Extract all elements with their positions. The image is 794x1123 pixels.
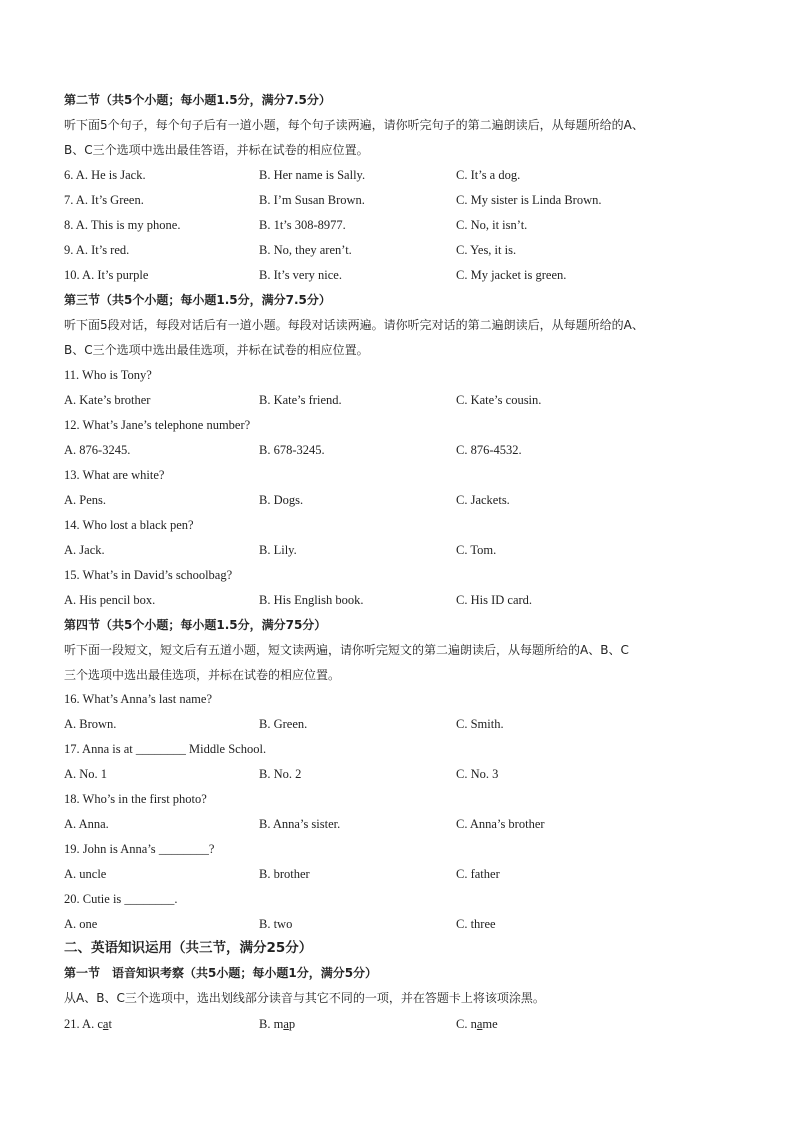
section-2-title: 第二节（共5个小题；每小题1.5分，满分7.5分）	[64, 93, 331, 107]
q18-option-c: C. Anna’s brother	[456, 817, 545, 831]
q21-b-underlined: a	[283, 1017, 289, 1031]
q12-option-c: C. 876-4532.	[456, 443, 522, 457]
q16-option-a: A. Brown.	[64, 717, 117, 731]
q7-option-a: 7. A. It’s Green.	[64, 193, 144, 207]
section-3-instruction-line-1: 听下面5段对话，每段对话后有一道小题。每段对话读两遍。请你听完对话的第二遍朗读后，从每题所给的A、	[64, 318, 644, 332]
q10-option-b: B. It’s very nice.	[259, 268, 342, 282]
question-13-stem: 13. What are white?	[64, 468, 165, 482]
q15-option-b: B. His English book.	[259, 593, 364, 607]
q17-stem-prefix: 17. Anna is at	[64, 742, 136, 756]
q21-c-underlined: a	[476, 1017, 483, 1031]
question-18-stem: 18. Who’s in the first photo?	[64, 792, 207, 806]
section-2-instruction-line-2: B、C三个选项中选出最佳答语，并标在试卷的相应位置。	[64, 143, 369, 157]
q11-option-c: C. Kate’s cousin.	[456, 393, 542, 407]
q21-b-suffix: p	[288, 1017, 296, 1031]
q19-blank: ________	[158, 842, 209, 856]
part-2-title: 二、英语知识运用（共三节，满分25分）	[64, 940, 313, 956]
q7-option-c: C. My sister is Linda Brown.	[456, 193, 602, 207]
q17-option-c: C. No. 3	[456, 767, 499, 781]
question-16-stem: 16. What’s Anna’s last name?	[64, 692, 213, 706]
q21-a-suffix: t	[108, 1017, 112, 1031]
question-17-stem	[64, 741, 266, 757]
section-3-instruction-line-2: B、C三个选项中选出最佳选项，并标在试卷的相应位置。	[64, 343, 369, 357]
q13-option-b: B. Dogs.	[259, 493, 304, 507]
q18-option-b: B. Anna’s sister.	[259, 817, 341, 831]
section-2-instruction-line-1: 听下面5个句子，每个句子后有一道小题，每个句子读两遍，请你听完句子的第二遍朗读后，从每题所给的A、	[64, 118, 644, 132]
q8-option-c: C. No, it isn’t.	[456, 218, 528, 232]
q20-blank: ________	[124, 892, 175, 906]
question-12-stem: 12. What’s Jane’s telephone number?	[64, 418, 251, 432]
q14-option-a: A. Jack.	[64, 543, 105, 557]
q15-option-c: C. His ID card.	[456, 593, 533, 607]
q19-stem-suffix: ?	[208, 842, 215, 856]
q6-option-b: B. Her name is Sally.	[259, 168, 366, 182]
q11-option-a: A. Kate’s brother	[64, 393, 151, 407]
q8-option-a: 8. A. This is my phone.	[64, 218, 181, 232]
q12-option-b: B. 678-3245.	[259, 443, 325, 457]
q16-option-b: B. Green.	[259, 717, 308, 731]
section-3-title: 第三节（共5个小题；每小题1.5分，满分7.5分）	[64, 293, 331, 307]
section-4-instruction-line-1: 听下面一段短文，短文后有五道小题，短文读两遍，请你听完短文的第二遍朗读后，从每题所给的A、B、C	[64, 643, 629, 657]
q17-stem-suffix: Middle School.	[185, 742, 267, 756]
q8-option-b: B. 1t’s 308-8977.	[259, 218, 346, 232]
q9-option-a: 9. A. It’s red.	[64, 243, 130, 257]
section-4-instruction-line-2: 三个选项中选出最佳选项，并标在试卷的相应位置。	[64, 668, 341, 682]
part-2-section-1-title: 第一节 语音知识考察（共5小题；每小题1分，满分5分）	[64, 966, 378, 980]
question-15-stem: 15. What’s in David’s schoolbag?	[64, 568, 233, 582]
q19-stem-prefix: 19. John is Anna’s	[64, 842, 159, 856]
question-11-stem: 11. Who is Tony?	[64, 368, 152, 382]
q9-option-b: B. No, they aren’t.	[259, 243, 352, 257]
q6-option-a: 6. A. He is Jack.	[64, 168, 146, 182]
q18-option-a: A. Anna.	[64, 817, 109, 831]
q20-stem-suffix: .	[174, 892, 178, 906]
q7-option-b: B. I’m Susan Brown.	[259, 193, 365, 207]
q14-option-c: C. Tom.	[456, 543, 497, 557]
section-4-title: 第四节（共5个小题；每小题1.5分，满分75分）	[64, 618, 327, 632]
q15-option-a: A. His pencil box.	[64, 593, 156, 607]
q21-option-a	[64, 1016, 112, 1032]
q21-option-c	[456, 1016, 498, 1032]
q16-option-c: C. Smith.	[456, 717, 504, 731]
part-2-section-1-instruction: 从A、B、C三个选项中，选出划线部分读音与其它不同的一项，并在答题卡上将该项涂黑。	[64, 991, 545, 1005]
q10-option-c: C. My jacket is green.	[456, 268, 567, 282]
q19-option-c: C. father	[456, 867, 500, 881]
q9-option-c: C. Yes, it is.	[456, 243, 517, 257]
q20-option-b: B. two	[259, 917, 293, 931]
q21-a-prefix: 21. A. c	[64, 1017, 103, 1031]
q17-option-b: B. No. 2	[259, 767, 302, 781]
q6-option-c: C. It’s a dog.	[456, 168, 521, 182]
question-20-stem	[64, 891, 178, 907]
question-19-stem	[64, 841, 214, 857]
q17-blank: ________	[135, 742, 186, 756]
q14-option-b: B. Lily.	[259, 543, 297, 557]
q19-option-b: B. brother	[259, 867, 310, 881]
q20-option-a: A. one	[64, 917, 98, 931]
q21-b-prefix: B. m	[259, 1017, 284, 1031]
q13-option-c: C. Jackets.	[456, 493, 510, 507]
q11-option-b: B. Kate’s friend.	[259, 393, 342, 407]
q10-option-a: 10. A. It’s purple	[64, 268, 149, 282]
q19-option-a: A. uncle	[64, 867, 107, 881]
q13-option-a: A. Pens.	[64, 493, 107, 507]
q20-option-c: C. three	[456, 917, 496, 931]
q17-option-a: A. No. 1	[64, 767, 108, 781]
q21-c-suffix: me	[482, 1017, 498, 1031]
q21-c-prefix: C. n	[456, 1017, 477, 1031]
q20-stem-prefix: 20. Cutie is	[64, 892, 125, 906]
question-14-stem: 14. Who lost a black pen?	[64, 518, 194, 532]
q21-option-b	[259, 1016, 295, 1032]
q21-a-underlined: a	[102, 1017, 109, 1031]
q12-option-a: A. 876-3245.	[64, 443, 131, 457]
